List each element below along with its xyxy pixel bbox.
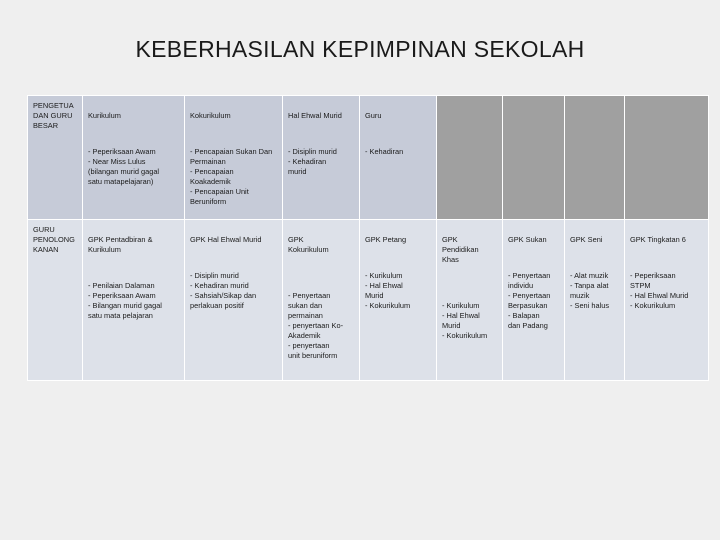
cell-heading: GPK Pentadbiran & Kurikulum [88,235,153,254]
cell-text: - Disiplin murid - Kehadiran murid [288,147,337,176]
cell-text: - Kurikulum - Hal Ehwal Murid - Kokurikulum [442,301,488,340]
cell-text: - Peperiksaan STPM - Hal Ehwal Murid - Kokurikulum [630,271,689,310]
cell-text: - Kurikulum - Hal Ehwal Murid - Kokurikulum [365,271,411,310]
role-cell-principal [28,96,83,220]
cell-heading: Guru [365,111,382,120]
role-cell-assistant-principal [28,220,83,381]
cell-heading: GPK Hal Ehwal Murid [190,235,262,244]
empty-cell [625,96,709,220]
role-label: PENGETUA DAN GURU BESAR [33,101,74,130]
cell-heading: GPK Pendidikan Khas [442,235,479,264]
leadership-table [27,95,709,381]
table-cell [360,96,437,220]
table-row-assistant-principal [28,220,709,381]
cell-heading: GPK Sukan [508,235,547,244]
table-cell [625,220,709,381]
table-cell [437,220,503,381]
role-label: GURU PENOLONG KANAN [33,225,75,254]
table-cell [83,220,185,381]
empty-cell [503,96,565,220]
cell-heading: GPK Tingkatan 6 [630,235,686,244]
cell-heading: GPK Kokurikulum [288,235,329,254]
page-title: KEBERHASILAN KEPIMPINAN SEKOLAH [135,36,585,62]
cell-heading: GPK Petang [365,235,407,244]
table-cell [360,220,437,381]
table-cell [83,96,185,220]
empty-cell [565,96,625,220]
cell-text: - Pencapaian Sukan Dan Permainan - Pencapaian Koakademik - Pencapaian Unit Beruniform [190,147,273,206]
table-cell [283,96,360,220]
table-cell [283,220,360,381]
cell-text: - Kehadiran [365,147,404,156]
table-cell [503,220,565,381]
cell-heading: GPK Seni [570,235,603,244]
cell-text: - Penyertaan individu - Penyertaan Berpasukan - Balapan dan Padang [508,271,551,330]
table-cell [185,220,283,381]
cell-text: - Disiplin murid - Kehadiran murid - Sahsiah/Sikap dan perlakuan positif [190,271,257,310]
cell-text: - Alat muzik - Tanpa alat muzik - Seni halus [570,271,610,310]
cell-text: - Penilaian Dalaman - Peperiksaan Awam - Bilangan murid gagal satu mata pelajaran [88,281,162,320]
cell-heading: Kokurikulum [190,111,231,120]
cell-heading: Hal Ehwal Murid [288,111,342,120]
cell-text: - Peperiksaan Awam - Near Miss Lulus (bilangan murid gagal satu matapelajaran) [88,147,160,186]
cell-text: - Penyertaan sukan dan permainan - penyertaan Ko- Akademik - penyertaan unit beruniform [288,291,344,360]
empty-cell [437,96,503,220]
table-row-principal [28,96,709,220]
table-cell [565,220,625,381]
cell-heading: Kurikulum [88,111,121,120]
table-cell [185,96,283,220]
